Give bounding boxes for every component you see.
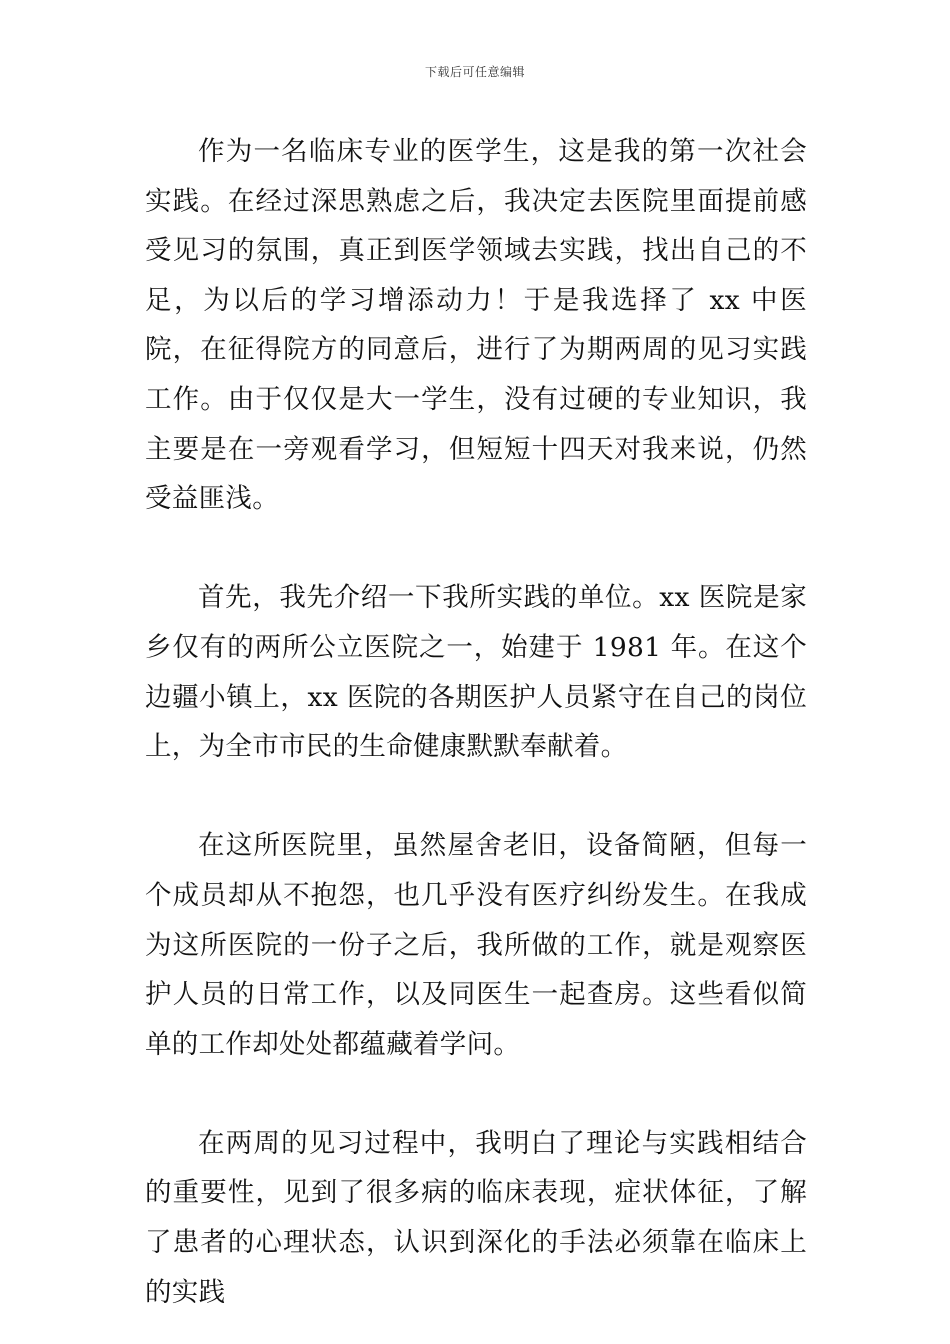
paragraph-4: 在两周的见习过程中，我明白了理论与实践相结合的重要性，见到了很多病的临床表现，症状体征，了解了患者的心理状态，认识到深化的手法必须靠在临床上的实践	[145, 1127, 807, 1308]
page-header-note: 下载后可任意编辑	[424, 65, 525, 79]
paragraph-2: 首先，我先介绍一下我所实践的单位。xx 医院是家乡仅有的两所公立医院之一，始建于 1981 年。在这个边疆小镇上，xx 医院的各期医护人员紧守在自己的岗位上，为全市市民的生命健康默默奉献着。	[145, 582, 807, 763]
document-body	[145, 127, 807, 1317]
paragraph-3: 在这所医院里，虽然屋舍老旧，设备简陋，但每一个成员却从不抱怨，也几乎没有医疗纠纷发生。在我成为这所医院的一份子之后，我所做的工作，就是观察医护人员的日常工作，以及同医生一起查房。这些看似简单的工作却处处都蕴藏着学问。	[145, 830, 807, 1060]
paragraph-1: 作为一名临床专业的医学生，这是我的第一次社会实践。在经过深思熟虑之后，我决定去医院里面提前感受见习的氛围，真正到医学领域去实践，找出自己的不足，为以后的学习增添动力！于是我选择了 xx 中医院，在征得院方的同意后，进行了为期两周的见习实践工作。由于仅仅是大一学生，没有过硬的专业知识，我主要是在一旁观看学习，但短短十四天对我来说，仍然受益匪浅。	[145, 136, 807, 515]
